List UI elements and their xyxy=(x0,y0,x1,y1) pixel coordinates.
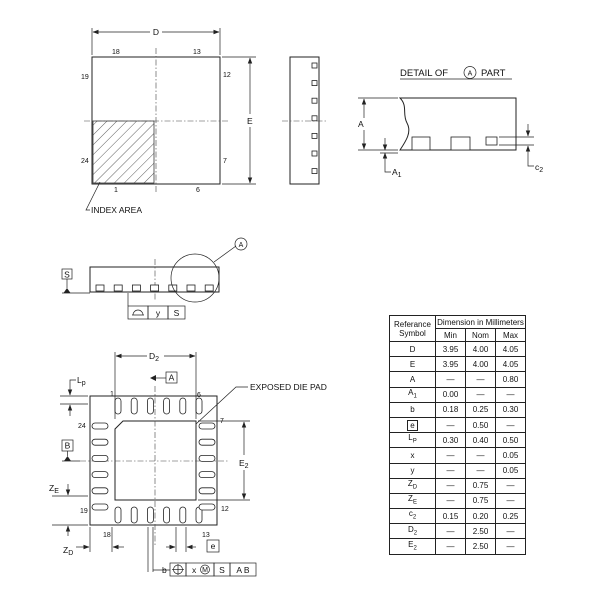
bottom-pad-top-row xyxy=(196,398,202,414)
table-cell-min: — xyxy=(436,493,466,508)
symbol-text: y xyxy=(410,466,415,476)
side-pad xyxy=(312,151,317,156)
table-row xyxy=(390,539,526,554)
side-pad xyxy=(312,63,317,68)
table-cell-min: 0.18 xyxy=(436,402,466,417)
table-row xyxy=(390,524,526,539)
d2-label: $D_2$ xyxy=(149,351,160,363)
detail-pad-3 xyxy=(486,137,497,145)
bottom-pad-bottom-row xyxy=(115,507,121,523)
index-area-label: INDEX AREA xyxy=(91,205,143,215)
ref-header-line1: Referance xyxy=(394,319,431,329)
bottom-pad-right-col xyxy=(199,455,215,461)
fcf-s-label: S xyxy=(173,308,180,318)
table-cell-nom: 2.50 xyxy=(466,539,496,554)
table-cell-min: — xyxy=(436,478,466,493)
table-row xyxy=(390,342,526,357)
table-cell-symbol xyxy=(390,342,436,357)
table-row xyxy=(390,433,526,448)
bottom-pad-right-col xyxy=(199,504,215,510)
table-cell-nom: — xyxy=(466,372,496,387)
datum-b-label: B xyxy=(64,440,71,451)
bottom-pad-bottom-row xyxy=(164,507,170,523)
table-row xyxy=(390,387,526,402)
table-cell-symbol xyxy=(390,463,436,478)
bottom-pad-left-col xyxy=(92,472,108,478)
exposed-die-pad-label: EXPOSED DIE PAD xyxy=(250,382,327,392)
table-cell-min: 0.00 xyxy=(436,387,466,402)
bottom-pad-left-col xyxy=(92,423,108,429)
table-row xyxy=(390,448,526,463)
symbol-text: D xyxy=(407,524,414,534)
dimension-table-body xyxy=(390,342,526,555)
table-cell-nom: 2.50 xyxy=(466,524,496,539)
table-row xyxy=(390,509,526,524)
detail-view xyxy=(358,67,543,180)
bottom-pad-right-col xyxy=(199,423,215,429)
e2-label: $E_2$ xyxy=(239,458,249,470)
table-cell-nom: 4.00 xyxy=(466,357,496,372)
fcf-m-label: M xyxy=(202,567,208,574)
pin-24-label: 24 xyxy=(81,158,89,165)
bottom-pad-left-col xyxy=(92,504,108,510)
symbol-text: D xyxy=(409,344,416,354)
table-cell-nom: 0.40 xyxy=(466,433,496,448)
table-cell-max: — xyxy=(496,539,526,554)
bp-pin-13-label: 13 xyxy=(202,532,210,539)
detail-c2-label: $c_2$ xyxy=(535,162,544,174)
ref-header-line2: Symbol xyxy=(399,328,426,338)
bottom-view-body xyxy=(90,396,217,525)
detail-title-prefix: DETAIL OF xyxy=(400,68,449,79)
bottom-pad-right-col xyxy=(199,472,215,478)
side-pad xyxy=(312,98,317,103)
detail-circle-label: A xyxy=(467,70,473,78)
lp-leader xyxy=(70,380,76,385)
bottom-pad-top-row xyxy=(147,398,153,414)
flatness-symbol-icon xyxy=(132,310,144,315)
bp-pin-6-label: 6 xyxy=(197,392,201,399)
table-cell-max: — xyxy=(496,478,526,493)
table-cell-nom: — xyxy=(466,463,496,478)
side-pad xyxy=(312,133,317,138)
table-cell-symbol xyxy=(390,387,436,402)
table-cell-min: — xyxy=(436,524,466,539)
table-cell-symbol xyxy=(390,493,436,508)
symbol-text: c xyxy=(408,509,413,519)
table-row xyxy=(390,493,526,508)
datum-s-triangle xyxy=(64,288,71,293)
symbol-text: x xyxy=(410,450,415,460)
table-cell-symbol xyxy=(390,539,436,554)
front-pad xyxy=(205,285,213,291)
table-cell-max: — xyxy=(496,417,526,432)
fcf-y-label: y xyxy=(155,308,161,318)
table-cell-min: 0.30 xyxy=(436,433,466,448)
table-cell-max: 0.50 xyxy=(496,433,526,448)
table-cell-nom: 0.75 xyxy=(466,493,496,508)
bp-pin-1-label: 1 xyxy=(110,391,114,398)
front-pad xyxy=(132,285,140,291)
table-cell-min: 3.95 xyxy=(436,342,466,357)
symbol-subscript: 2 xyxy=(412,514,417,521)
table-cell-symbol xyxy=(390,433,436,448)
table-cell-symbol xyxy=(390,417,436,432)
front-pad xyxy=(114,285,122,291)
symbol-text: E xyxy=(409,359,416,369)
zd-label: $Z_D$ xyxy=(63,545,74,557)
bottom-pad-bottom-row xyxy=(180,507,186,523)
e-pitch-label: e xyxy=(210,541,216,551)
detail-a1-leader xyxy=(385,166,391,172)
datum-a-triangle xyxy=(150,375,156,381)
bottom-pad-left-col xyxy=(92,439,108,445)
table-cell-symbol xyxy=(390,448,436,463)
table-row xyxy=(390,463,526,478)
callout-leader xyxy=(214,246,236,262)
detail-pad-2 xyxy=(451,137,470,150)
side-pad xyxy=(312,81,317,86)
bp-pin-12-label: 12 xyxy=(221,506,229,513)
side-pad xyxy=(312,116,317,121)
dim-header: Dimension in Millimeters xyxy=(437,317,524,327)
detail-pad-1 xyxy=(412,137,430,150)
table-cell-nom: 4.00 xyxy=(466,342,496,357)
pin-18-label: 18 xyxy=(112,49,120,56)
fcf-s2-label: S xyxy=(219,565,225,575)
table-cell-max: 0.30 xyxy=(496,402,526,417)
bottom-pads xyxy=(92,398,215,523)
bottom-pad-top-row xyxy=(164,398,170,414)
bp-pin-18-label: 18 xyxy=(103,532,111,539)
detail-c2-leader xyxy=(528,160,534,166)
symbol-text: Z xyxy=(407,478,413,488)
dimension-table xyxy=(389,315,526,555)
symbol-text: A xyxy=(408,387,414,397)
symbol-subscript: 1 xyxy=(413,393,417,400)
table-cell-symbol xyxy=(390,372,436,387)
bp-pin-7-label: 7 xyxy=(220,418,224,425)
table-cell-min: — xyxy=(436,463,466,478)
pin-1-label: 1 xyxy=(114,187,118,194)
table-row xyxy=(390,357,526,372)
callout-a-label: A xyxy=(238,242,244,249)
top-view xyxy=(81,27,256,215)
table-cell-min: 3.95 xyxy=(436,357,466,372)
table-row xyxy=(390,417,526,432)
callout-circle xyxy=(171,254,219,302)
bottom-pad-top-row xyxy=(115,398,121,414)
bottom-pad-top-row xyxy=(180,398,186,414)
table-cell-nom: 0.75 xyxy=(466,478,496,493)
front-pad xyxy=(96,285,104,291)
fcf-x-label: x xyxy=(192,565,197,575)
ze-label: $Z_E$ xyxy=(49,483,59,495)
datum-b-triangle xyxy=(64,456,71,461)
table-cell-min: — xyxy=(436,539,466,554)
table-cell-nom: — xyxy=(466,448,496,463)
table-cell-nom: — xyxy=(466,387,496,402)
pin-19-label: 19 xyxy=(81,74,89,81)
symbol-subscript: 2 xyxy=(413,530,418,537)
symbol-text: Z xyxy=(408,494,413,504)
fcf-flatness-cell xyxy=(128,306,148,319)
bottom-pad-bottom-row xyxy=(147,507,153,523)
table-cell-min: — xyxy=(436,372,466,387)
symbol-text: A xyxy=(409,374,416,384)
side-pad xyxy=(312,169,317,174)
table-cell-max: 0.05 xyxy=(496,448,526,463)
fcf-ab-label: A B xyxy=(236,565,250,575)
datum-a-label: A xyxy=(168,372,175,383)
bottom-pad-bottom-row xyxy=(131,507,137,523)
ref-symbol-header xyxy=(390,316,436,342)
table-cell-min: 0.15 xyxy=(436,509,466,524)
bottom-pad-right-col xyxy=(199,488,215,494)
bp-pin-19-label: 19 xyxy=(80,508,88,515)
front-pads xyxy=(96,285,213,291)
table-cell-max: — xyxy=(496,387,526,402)
b-label: b xyxy=(162,565,167,575)
table-row xyxy=(390,402,526,417)
table-cell-max: 0.05 xyxy=(496,463,526,478)
bottom-view xyxy=(49,351,327,576)
bottom-pad-right-col xyxy=(199,439,215,445)
d-label: D xyxy=(152,27,160,37)
bottom-pad-left-col xyxy=(92,455,108,461)
table-cell-symbol xyxy=(390,478,436,493)
table-cell-max: — xyxy=(496,493,526,508)
front-pad xyxy=(151,285,159,291)
symbol-subscript: P xyxy=(412,439,417,446)
bp-pin-24-label: 24 xyxy=(78,423,86,430)
table-row xyxy=(390,372,526,387)
index-area-hatch xyxy=(93,121,154,183)
table-cell-nom: 0.25 xyxy=(466,402,496,417)
table-row xyxy=(390,478,526,493)
datum-s-label: S xyxy=(64,269,70,280)
detail-a1-label: $A_1$ xyxy=(392,167,402,179)
table-cell-min: — xyxy=(436,417,466,432)
detail-a-label: A xyxy=(358,119,364,129)
table-cell-max: — xyxy=(496,524,526,539)
col-nom-header: Nom xyxy=(466,329,496,342)
symbol-text: b xyxy=(410,405,415,415)
table-cell-max: 4.05 xyxy=(496,342,526,357)
table-cell-nom: 0.20 xyxy=(466,509,496,524)
side-view-right xyxy=(282,57,326,184)
pin-7-label: 7 xyxy=(223,158,227,165)
detail-title-suffix: PART xyxy=(481,68,506,79)
table-cell-max: 0.25 xyxy=(496,509,526,524)
side-pads xyxy=(312,63,317,174)
symbol-subscript: D xyxy=(412,484,418,491)
e-label: E xyxy=(247,116,253,126)
table-cell-symbol xyxy=(390,357,436,372)
symbol-text: e xyxy=(407,420,417,431)
col-max-header: Max xyxy=(496,329,526,342)
front-pad xyxy=(187,285,195,291)
symbol-subscript: 2 xyxy=(413,545,417,552)
table-cell-nom: 0.50 xyxy=(466,417,496,432)
bottom-pad-top-row xyxy=(131,398,137,414)
pin-13-label: 13 xyxy=(193,49,201,56)
table-cell-symbol xyxy=(390,402,436,417)
table-cell-min: — xyxy=(436,448,466,463)
lp-label: $L_p$ xyxy=(77,375,86,387)
front-view xyxy=(62,238,247,319)
col-min-header: Min xyxy=(436,329,466,342)
table-cell-symbol xyxy=(390,524,436,539)
bottom-pad-left-col xyxy=(92,488,108,494)
symbol-subscript: E xyxy=(412,499,417,506)
exposed-die-pad xyxy=(115,421,196,500)
table-cell-max: 0.80 xyxy=(496,372,526,387)
pin-6-label: 6 xyxy=(196,187,200,194)
table-cell-max: 4.05 xyxy=(496,357,526,372)
symbol-text: E xyxy=(408,539,414,549)
pin-12-label: 12 xyxy=(223,72,231,79)
table-cell-symbol xyxy=(390,509,436,524)
symbol-text: L xyxy=(408,433,413,443)
